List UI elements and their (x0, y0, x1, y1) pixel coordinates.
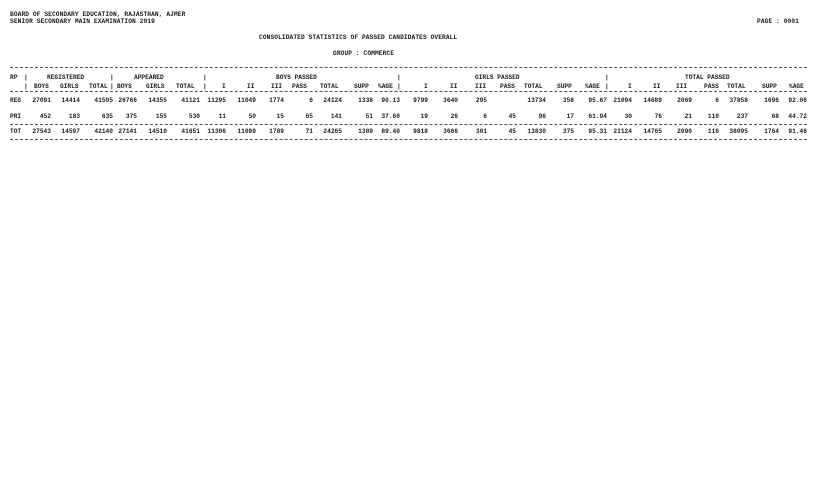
cell-app-girls: 155 (155, 113, 167, 120)
cell-girls-ii: 3666 (443, 128, 458, 135)
report-title: CONSOLIDATED STATISTICS OF PASSED CANDIDATES OVERALL (259, 34, 458, 41)
col-girls-total: TOTAL (524, 83, 543, 90)
col-total-pass: PASS (704, 83, 719, 90)
cell-girls-total: 96 (538, 113, 546, 120)
col-total-iii: III (676, 83, 688, 90)
cell-girls-supp: 375 (562, 128, 574, 135)
cell-boys-total: 24124 (323, 97, 342, 104)
col-boys-i: I (222, 83, 226, 90)
col-total-pct: %AGE (789, 83, 804, 90)
cell-app-girls: 14510 (148, 128, 167, 135)
cell-total-total: 237 (736, 113, 748, 120)
cell-total-supp: 1764 (764, 128, 779, 135)
cell-total-pct: 44.72 (788, 113, 807, 120)
row-label: REG (10, 97, 22, 104)
cell-boys-ii: 11049 (237, 97, 256, 104)
cell-girls-supp: 17 (566, 113, 574, 120)
cell-boys-supp: 51 (365, 113, 373, 120)
separator: | (605, 74, 609, 81)
board-name: BOARD OF SECONDARY EDUCATION, RAJASTHAN, AJMER (10, 11, 186, 18)
cell-app-total: 41651 (181, 128, 200, 135)
separator: | (24, 74, 28, 81)
cell-boys-ii: 50 (248, 113, 256, 120)
cell-girls-iii: 295 (475, 97, 487, 104)
cell-total-supp: 68 (771, 113, 779, 120)
cell-reg-girls: 14597 (61, 128, 80, 135)
col-boys-total: TOTAL (320, 83, 339, 90)
cell-reg-total: 635 (101, 113, 113, 120)
cell-total-pass: 6 (715, 97, 719, 104)
col-girls-supp: SUPP (557, 83, 572, 90)
page-number: PAGE : 0001 (757, 18, 799, 25)
cell-total-pass: 116 (707, 128, 719, 135)
cell-girls-i: 19 (420, 113, 428, 120)
header-total-passed: TOTAL PASSED (685, 74, 730, 81)
cell-app-girls: 14355 (148, 97, 167, 104)
header-rp: RP (10, 74, 18, 81)
separator: | (110, 74, 114, 81)
header-boys-passed: BOYS PASSED (276, 74, 317, 81)
cell-boys-iii: 1789 (269, 128, 284, 135)
col-boys-supp: SUPP (354, 83, 369, 90)
cell-girls-pct: 95.67 (588, 97, 607, 104)
bottom-rule (10, 139, 807, 140)
cell-total-ii: 14765 (643, 128, 662, 135)
col-boys-ii: II (247, 83, 255, 90)
cell-total-ii: 76 (654, 113, 662, 120)
exam-name: SENIOR SECONDARY MAIN EXAMINATION 2019 (10, 18, 155, 25)
cell-girls-ii: 26 (450, 113, 458, 120)
col-reg-girls: GIRLS (60, 83, 79, 90)
cell-app-total: 41121 (181, 97, 200, 104)
total-rule (10, 124, 807, 125)
cell-app-boys: 26766 (118, 97, 137, 104)
cell-boys-pct: 37.60 (381, 113, 400, 120)
col-total-ii: II (653, 83, 661, 90)
cell-girls-supp: 358 (562, 97, 574, 104)
cell-girls-pass: 45 (508, 128, 516, 135)
group-label: GROUP : COMMERCE (333, 50, 395, 57)
separator: | (203, 83, 207, 90)
col-reg-total: TOTAL (89, 83, 108, 90)
cell-girls-iii: 6 (483, 113, 487, 120)
row-label: PRI (10, 113, 22, 120)
cell-total-iii: 2090 (677, 128, 692, 135)
cell-boys-iii: 1774 (269, 97, 284, 104)
header-girls-passed: GIRLS PASSED (475, 74, 520, 81)
cell-boys-pass: 6 (309, 97, 313, 104)
cell-girls-ii: 3640 (443, 97, 458, 104)
header-appeared: APPEARED (134, 74, 164, 81)
cell-reg-girls: 183 (68, 113, 80, 120)
cell-girls-pass: 45 (508, 113, 516, 120)
col-girls-iii: III (475, 83, 487, 90)
col-app-girls: GIRLS (146, 83, 165, 90)
cell-reg-girls: 14414 (61, 97, 80, 104)
cell-girls-pct: 95.31 (588, 128, 607, 135)
col-boys-pct: %AGE (378, 83, 393, 90)
col-girls-i: I (424, 83, 428, 90)
cell-total-iii: 21 (684, 113, 692, 120)
cell-boys-i: 11306 (207, 128, 226, 135)
col-total-total: TOTAL (727, 83, 746, 90)
cell-reg-boys: 452 (39, 113, 51, 120)
cell-girls-i: 9818 (413, 128, 428, 135)
col-app-total: TOTAL (176, 83, 195, 90)
separator: | (24, 83, 28, 90)
separator: | (110, 83, 114, 90)
col-boys-iii: III (271, 83, 283, 90)
cell-girls-pct: 61.94 (588, 113, 607, 120)
col-girls-pct: %AGE (585, 83, 600, 90)
cell-boys-total: 24265 (323, 128, 342, 135)
cell-girls-total: 13830 (527, 128, 546, 135)
cell-total-pct: 92.06 (788, 97, 807, 104)
header-rule (10, 91, 807, 92)
col-total-supp: SUPP (762, 83, 777, 90)
cell-reg-boys: 27543 (32, 128, 51, 135)
separator: | (605, 83, 609, 90)
cell-total-ii: 14689 (643, 97, 662, 104)
col-girls-ii: II (450, 83, 458, 90)
cell-total-supp: 1696 (764, 97, 779, 104)
cell-total-i: 30 (624, 113, 632, 120)
separator: | (397, 74, 401, 81)
cell-total-total: 38095 (729, 128, 748, 135)
cell-reg-boys: 27091 (32, 97, 51, 104)
cell-boys-i: 11 (218, 113, 226, 120)
cell-total-total: 37858 (729, 97, 748, 104)
cell-reg-total: 41505 (94, 97, 113, 104)
separator: | (203, 74, 207, 81)
separator: | (397, 83, 401, 90)
col-app-boys: BOYS (117, 83, 132, 90)
cell-boys-pct: 90.13 (381, 97, 400, 104)
cell-app-total: 530 (188, 113, 200, 120)
cell-boys-pct: 89.40 (381, 128, 400, 135)
cell-total-iii: 2069 (677, 97, 692, 104)
top-rule (10, 67, 807, 68)
cell-boys-iii: 15 (276, 113, 284, 120)
cell-boys-ii: 11099 (237, 128, 256, 135)
cell-boys-supp: 1389 (358, 128, 373, 135)
cell-total-pct: 91.46 (788, 128, 807, 135)
cell-girls-i: 9799 (413, 97, 428, 104)
cell-girls-iii: 301 (475, 128, 487, 135)
cell-total-i: 21124 (613, 128, 632, 135)
col-girls-pass: PASS (500, 83, 515, 90)
row-label: TOT (10, 128, 22, 135)
header-registered: REGISTERED (47, 74, 85, 81)
cell-boys-supp: 1338 (358, 97, 373, 104)
cell-girls-total: 13734 (527, 97, 546, 104)
cell-reg-total: 42140 (94, 128, 113, 135)
cell-total-i: 21094 (613, 97, 632, 104)
cell-total-pass: 110 (707, 113, 719, 120)
col-boys-pass: PASS (292, 83, 307, 90)
cell-boys-pass: 71 (305, 128, 313, 135)
cell-app-boys: 27141 (118, 128, 137, 135)
cell-boys-i: 11295 (207, 97, 226, 104)
cell-boys-pass: 65 (305, 113, 313, 120)
cell-boys-total: 141 (330, 113, 342, 120)
col-total-i: I (628, 83, 632, 90)
col-reg-boys: BOYS (34, 83, 49, 90)
cell-app-boys: 375 (125, 113, 137, 120)
